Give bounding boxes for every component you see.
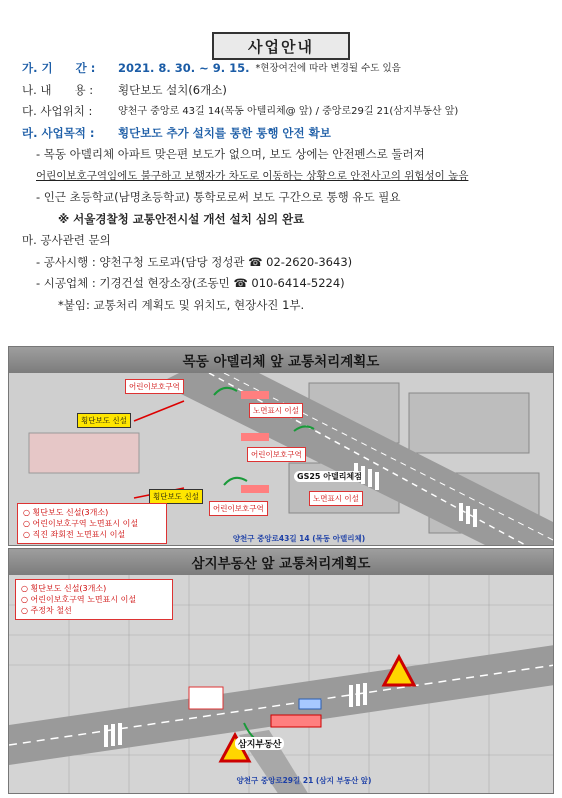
map1-legend-item-3: ○ 직진 좌회전 노면표시 이설	[23, 530, 126, 539]
map1-place-label: GS25 아델리체점	[294, 471, 365, 482]
location-row	[22, 101, 542, 123]
attachment-note: *붙임: 교통처리 계획도 및 위치도, 현장사진 1부.	[58, 297, 305, 312]
map1-crosswalk-tag-1: 횡단보도 신설	[77, 413, 131, 428]
map1-address: 양천구 중앙로43길 14 (목동 아델리체)	[232, 534, 366, 543]
map1-tag-4: 어린이보호구역	[209, 501, 268, 516]
page-title: 사업안내	[212, 32, 350, 60]
contact-2: - 시공업체 : 기경건설 현장소장(조동민 ☎ 010-6414-5224)	[36, 276, 345, 290]
contact-1: - 공사시행 : 양천구청 도로과(담당 정성관 ☎ 02-2620-3643)	[36, 254, 353, 269]
map2-legend-item-2: ○ 어린이보호구역 노면표시 이설	[21, 595, 137, 604]
purpose-value: 횡단보도 추가 설치를 통한 통행 안전 확보	[118, 125, 331, 140]
content-value: 횡단보도 설치(6개소)	[118, 82, 227, 97]
bullet-3: - 인근 초등학교(남명초등학교) 통학로로써 보도 구간으로 통행 유도 필요	[36, 190, 401, 204]
map1-area	[9, 373, 553, 545]
bullet-1: - 목동 아델리체 아파트 맞은편 보도가 없으며, 보도 상에는 안전펜스로 둘러져	[36, 147, 425, 161]
content-row	[22, 80, 542, 102]
map2-place-label: 삼지부동산	[235, 737, 284, 750]
location-label: 다. 사업위치 :	[22, 104, 93, 118]
map1-legend	[17, 503, 167, 544]
purpose-row	[22, 123, 542, 145]
info-section	[22, 58, 542, 316]
review-note: ※ 서울경찰청 교통안전시설 개선 설치 심의 완료	[58, 211, 305, 226]
purpose-label: 라. 사업목적 :	[22, 125, 95, 140]
map2-legend	[15, 579, 173, 620]
map1-tag-5: 노면표시 이설	[309, 491, 363, 506]
location-value: 양천구 중앙로 43길 14(목동 아텔리체@ 앞) / 중앙로29길 21(삼지부동산 앞)	[118, 106, 459, 117]
map1-tag-3: 어린이보호구역	[247, 447, 306, 462]
contact-title: 마. 공사관련 문의	[22, 233, 111, 247]
map2-legend-item-1: ○ 횡단보도 신설(3개소)	[21, 584, 107, 593]
map1-tag-2: 노면표시 이설	[249, 403, 303, 418]
map2-address: 양천구 중앙로29길 21 (삼지 부동산 앞)	[236, 776, 372, 785]
map-block-2	[8, 548, 554, 794]
period-value: 2021. 8. 30. ~ 9. 15.	[118, 61, 250, 75]
period-note: *현장여건에 따라 변경될 수도 있음	[255, 63, 401, 74]
content-label: 나. 내 용 :	[22, 82, 94, 97]
map1-legend-item-2: ○ 어린이보호구역 노면표시 이설	[23, 519, 139, 528]
period-label: 가. 기 간 :	[22, 61, 96, 75]
map2-legend-item-3: ○ 주정차 철선	[21, 606, 72, 615]
map1-crosswalk-tag-2: 횡단보도 신설	[149, 489, 203, 504]
map-block-1	[8, 346, 554, 546]
map2-area	[9, 575, 553, 793]
map1-tag-1: 어린이보호구역	[125, 379, 184, 394]
period-row	[22, 58, 542, 80]
map1-title: 목동 아델리체 앞 교통처리계획도	[9, 347, 553, 373]
bullet-2: 어린이보호구역임에도 불구하고 보행자가 차도로 이동하는 상황으로 안전사고의 위험성이 높음	[36, 169, 469, 182]
map2-title: 삼지부동산 앞 교통처리계획도	[9, 549, 553, 575]
map1-legend-item-1: ○ 횡단보도 신설(3개소)	[23, 508, 109, 517]
